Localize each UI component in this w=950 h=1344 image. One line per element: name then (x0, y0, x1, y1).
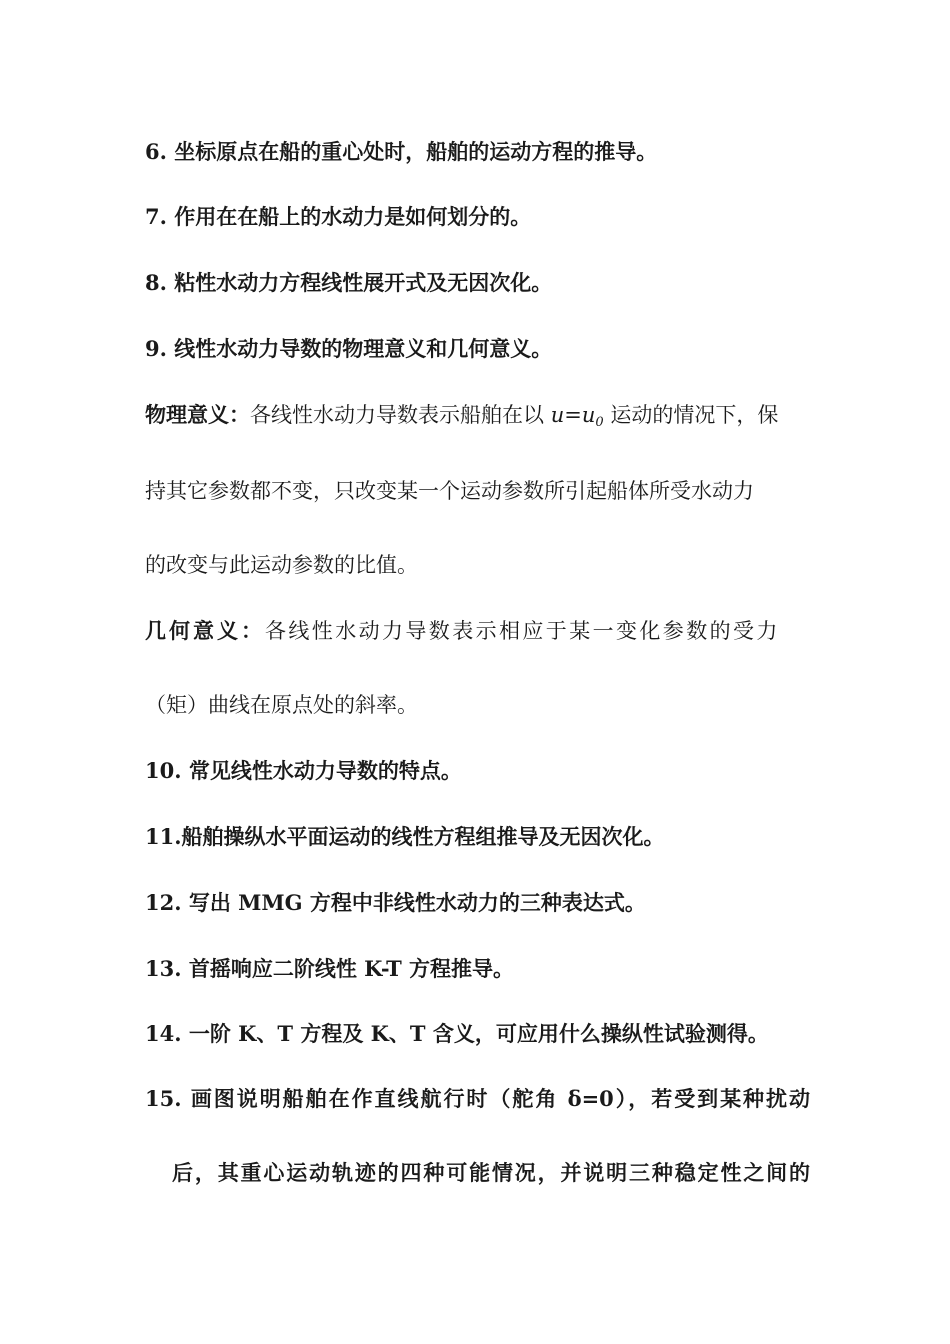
question-6: 6. 坐标原点在船的重心处时，船舶的运动方程的推导。 (145, 139, 658, 164)
physical-meaning-line-2: 持其它参数都不变，只改变某一个运动参数所引起船体所受水动力 (145, 479, 754, 503)
physical-meaning-text-1b: 运动的情况下，保 (603, 403, 779, 427)
physical-meaning-text-1a: 各线性水动力导数表示船舶在以 (250, 403, 551, 427)
question-15-line-2: 后，其重心运动轨迹的四种可能情况，并说明三种稳定性之间的 (172, 1160, 810, 1185)
geometric-meaning-text-1: 各线性水动力导数表示相应于某一变化参数的受力 (265, 619, 780, 643)
question-8: 8. 粘性水动力方程线性展开式及无因次化。 (145, 270, 553, 295)
question-13: 13. 首摇响应二阶线性 K-T 方程推导。 (145, 956, 515, 981)
geometric-meaning-line-1 (145, 616, 810, 646)
question-14: 14. 一阶 K、T 方程及 K、T 含义，可应用什么操纵性试验测得。 (145, 1021, 769, 1046)
question-12: 12. 写出 MMG 方程中非线性水动力的三种表达式。 (145, 890, 646, 915)
question-10: 10. 常见线性水动力导数的特点。 (145, 758, 462, 783)
physical-meaning-line-3: 的改变与此运动参数的比值。 (145, 553, 418, 577)
equation-subscript: 0 (595, 415, 604, 430)
question-11: 11.船舶操纵水平面运动的线性方程组推导及无因次化。 (145, 824, 665, 849)
physical-meaning-line-1 (145, 400, 810, 438)
question-7: 7. 作用在在船上的水动力是如何划分的。 (145, 204, 532, 229)
question-15-line-1: 15. 画图说明船舶在作直线航行时（舵角 δ=0），若受到某种扰动 (145, 1086, 810, 1111)
equation-u: u (550, 403, 565, 427)
geometric-meaning-label: 几何意义： (145, 618, 265, 643)
equation-sign: = (564, 403, 582, 427)
geometric-meaning-line-2: （矩）曲线在原点处的斜率。 (145, 693, 418, 717)
question-9: 9. 线性水动力导数的物理意义和几何意义。 (145, 336, 553, 361)
physical-meaning-label: 物理意义： (145, 402, 250, 427)
equation-u0: u (581, 403, 596, 427)
